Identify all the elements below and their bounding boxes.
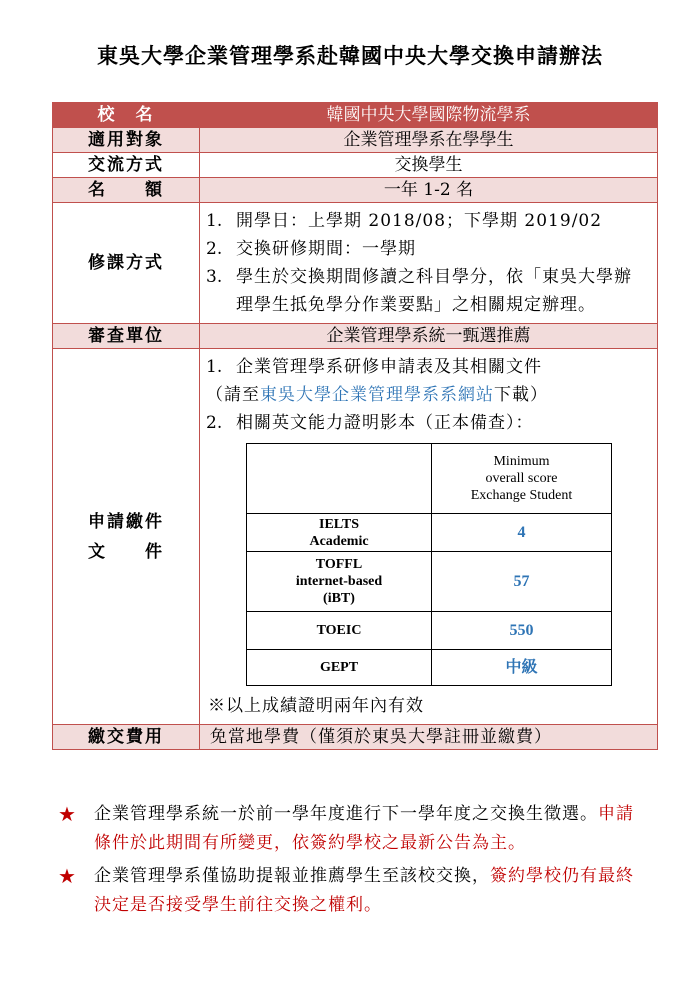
min-score: 中級 [432, 650, 612, 686]
min-score: 57 [432, 552, 612, 612]
label-course: 修課方式 [53, 203, 200, 324]
label-school: 校 名 [53, 103, 200, 128]
download-suffix: 下載） [494, 385, 548, 405]
note-text [94, 862, 648, 920]
document-item-1 [206, 353, 649, 381]
test-name [247, 650, 432, 686]
min-score: 4 [432, 514, 612, 552]
course-item-text: 學生於交換期間修讀之科目學分，依「東吳大學辦理學生抵免學分作業要點」之相關規定辦理。 [236, 267, 632, 315]
value-review: 企業管理學系統一甄選推薦 [200, 324, 658, 349]
course-item-text: 交換研修期間：一學期 [236, 239, 416, 259]
download-instruction [206, 381, 649, 409]
note-text-red: 簽約學校仍有最終決定是否接受學生前往交換之權利。 [94, 866, 634, 915]
document-item-number: 1. [206, 357, 223, 377]
value-course [200, 203, 658, 324]
course-item-number: 1. [206, 211, 223, 231]
note-text-red: 申請條件於此期間有所變更，依簽約學校之最新公告為主。 [94, 804, 634, 853]
row-documents [53, 349, 658, 725]
course-item-text: 開學日：上學期 2018/08；下學期 2019/02 [236, 211, 603, 231]
test-name-line: IELTS [319, 516, 359, 532]
value-documents [200, 349, 658, 725]
label-review: 審查單位 [53, 324, 200, 349]
test-name-line: GEPT [319, 660, 359, 675]
row-target [53, 128, 658, 153]
label-quota: 名 額 [53, 178, 200, 203]
course-item-2 [206, 235, 649, 263]
score-row-toefl [247, 552, 612, 612]
note-item-2 [58, 862, 648, 920]
row-fee [53, 725, 658, 750]
score-header-line: Exchange Student [470, 488, 573, 503]
label-fee: 繳交費用 [53, 725, 200, 750]
score-row-toeic [247, 612, 612, 650]
value-school: 韓國中央大學國際物流學系 [200, 103, 658, 128]
test-name [247, 612, 432, 650]
document-item-2 [206, 409, 649, 437]
score-header-line: overall score [485, 471, 558, 486]
row-review [53, 324, 658, 349]
test-name-line: TOEIC [316, 623, 362, 638]
score-header [432, 444, 612, 514]
label-mode: 交流方式 [53, 153, 200, 178]
exchange-info-table [52, 102, 658, 750]
score-row-gept [247, 650, 612, 686]
course-item-number: 2. [206, 239, 223, 259]
value-quota: 一年 1-2 名 [200, 178, 658, 203]
document-item-text: 企業管理學系研修申請表及其相關文件 [236, 357, 542, 377]
min-score: 550 [432, 612, 612, 650]
department-website-link[interactable]: 東吳大學企業管理學系系網站 [260, 385, 494, 405]
test-name-line: Academic [309, 533, 369, 549]
score-header-line: Minimum [493, 454, 550, 469]
row-school [53, 103, 658, 128]
value-target: 企業管理學系在學學生 [200, 128, 658, 153]
note-text-black: 企業管理學系僅協助提報並推薦學生至該校交換， [94, 866, 490, 886]
document-item-text: 相關英文能力證明影本（正本備查）： [236, 413, 534, 433]
course-item-1 [206, 207, 649, 235]
row-mode [53, 153, 658, 178]
star-icon: ★ [58, 802, 76, 826]
score-row-ielts [247, 514, 612, 552]
document-title: 東吳大學企業管理學系赴韓國中央大學交換申請辦法 [97, 43, 603, 68]
score-header-blank [247, 444, 432, 514]
label-documents [53, 349, 200, 725]
test-name [247, 552, 432, 612]
label-documents-line2: 文 件 [88, 541, 164, 562]
course-item-number: 3. [206, 267, 223, 287]
star-icon: ★ [58, 864, 76, 888]
test-name [247, 514, 432, 552]
download-prefix: （請至 [206, 385, 260, 405]
note-item-1 [58, 800, 648, 858]
row-course [53, 203, 658, 324]
document-item-number: 2. [206, 413, 223, 433]
test-name-line: internet-based [295, 574, 383, 589]
english-score-table [246, 443, 612, 686]
note-text [94, 800, 648, 858]
label-documents-line1: 申請繳件 [88, 511, 164, 532]
label-target: 適用對象 [53, 128, 200, 153]
value-mode: 交換學生 [200, 153, 658, 178]
validity-note: ※以上成績證明兩年內有效 [208, 696, 424, 716]
notes [58, 800, 648, 924]
score-header-row [247, 444, 612, 514]
course-item-3 [206, 263, 649, 319]
value-fee: 免當地學費（僅須於東吳大學註冊並繳費） [200, 725, 658, 750]
test-name-line: TOFFL [315, 557, 363, 572]
test-name-line: (iBT) [323, 591, 355, 606]
row-quota [53, 178, 658, 203]
note-text-black: 企業管理學系統一於前一學年度進行下一學年度之交換生徵選。 [94, 804, 598, 824]
